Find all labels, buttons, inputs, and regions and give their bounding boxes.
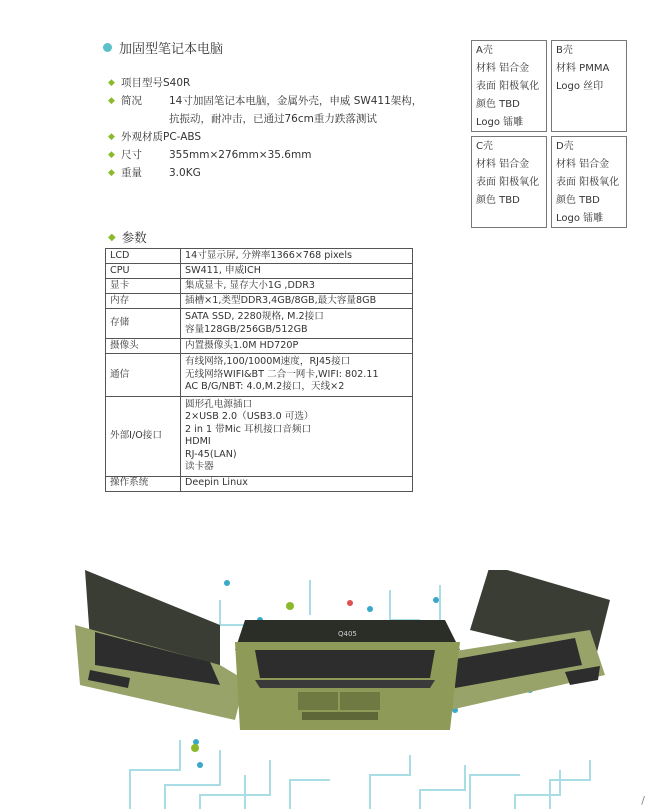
spec-value [181,294,413,309]
diamond-bullet-icon: ◆ [108,96,115,106]
spec-value-line: SATA SSD, 2280规格, M.2接口 [185,311,324,322]
feature-value: S40R [163,77,191,89]
laptop-logo-text: Q405 [338,630,357,638]
feature-list [108,74,422,182]
spec-key: LCD [106,249,181,264]
feature-label: 简况 [121,95,142,107]
spec-key: 内存 [106,294,181,309]
spec-table [105,248,413,492]
spec-key: 摄像头 [106,339,181,354]
feature-value: 3.0KG [169,167,201,179]
diamond-bullet-icon: ◆ [108,150,115,160]
spec-value [181,339,413,354]
params-heading [108,228,147,246]
shell-title: C壳 [476,141,493,152]
feature-label: 重量 [121,167,142,179]
shell-box-c [471,136,547,228]
shell-title: D壳 [556,141,574,152]
spec-value-line: AC B/G/NBT: 4.0,M.2接口，天线×2 [185,381,345,392]
spec-value-line: 有线网络,100/1000M速度，RJ45接口 [185,356,351,367]
feature-item [108,74,422,92]
spec-value [181,249,413,264]
shell-spec-line: 材料 铝合金 [556,159,610,170]
spec-value [181,476,413,491]
feature-label: 项目型号 [121,77,163,89]
shell-spec-line: 颜色 TBD [556,195,600,206]
page-mark: / [641,794,645,807]
spec-key: 通信 [106,354,181,397]
params-heading-text: 参数 [121,230,147,245]
spec-value-line: 内置摄像头1.0M HD720P [185,339,299,351]
feature-value: 14寸加固笔记本电脑，金属外壳，申威 SW411架构， [169,95,423,107]
feature-item [108,146,422,164]
feature-item [108,110,422,128]
page-title-text: 加固型笔记本电脑 [119,42,224,57]
table-row [106,294,413,309]
shell-spec-line: 表面 阳极氧化 [556,177,620,188]
shell-box-b [551,40,627,132]
spec-value [181,354,413,397]
spec-value-line: 插槽×1,类型DDR3,4GB/8GB,最大容量8GB [185,294,377,306]
feature-value: PC-ABS [163,131,202,143]
shell-spec-line: 表面 阳极氧化 [476,81,540,92]
table-row [106,279,413,294]
laptops-illustration [70,570,615,809]
spec-value-line: 读卡器 [185,461,214,472]
spec-value-line: 容量128GB/256GB/512GB [185,323,308,335]
spec-value-line: 圆形孔电源插口 [185,398,253,410]
diamond-bullet-icon: ◆ [108,78,115,88]
spec-value-line: HDMI [185,436,211,447]
shell-spec-line: Logo 丝印 [556,81,604,92]
laptop-left [75,570,245,720]
table-row [106,396,413,476]
feature-value: 抗振动，耐冲击，已通过76cm重力跌落测试 [169,113,377,125]
bullet-dot-icon [103,43,112,52]
spec-value [181,309,413,339]
spec-value-line: 2 in 1 带Mic 耳机接口音频口 [185,423,312,435]
spec-value-line: 14寸显示屏, 分辨率1366×768 pixels [185,249,352,261]
spec-key: CPU [106,264,181,279]
diamond-bullet-icon: ◆ [108,231,116,243]
table-row [106,339,413,354]
shell-box-a [471,40,547,132]
spec-value-line: 2×USB 2.0（USB3.0 可选） [185,411,314,422]
diamond-bullet-icon: ◆ [108,132,115,142]
table-row [106,476,413,491]
laptop-right [430,570,610,710]
diamond-bullet-icon: ◆ [108,168,115,178]
shell-spec-line: 颜色 TBD [476,99,520,110]
feature-label: 尺寸 [121,149,142,161]
spec-value [181,396,413,476]
feature-item [108,92,422,110]
page-title [103,38,223,57]
table-row [106,354,413,397]
spec-value [181,279,413,294]
feature-item [108,128,422,146]
spec-value [181,264,413,279]
shell-spec-line: 材料 铝合金 [476,159,530,170]
shell-spec-line: 材料 PMMA [556,63,610,74]
spec-key: 外部I/O接口 [106,396,181,476]
shell-spec-line: Logo 镭雕 [556,213,604,224]
spec-value-line: 集成显卡, 显存大小1G ,DDR3 [185,279,316,291]
shell-title: A壳 [476,45,493,56]
shell-title: B壳 [556,45,573,56]
table-row [106,309,413,339]
shell-spec-line: 颜色 TBD [476,195,520,206]
spec-key: 存储 [106,309,181,339]
table-row [106,264,413,279]
spec-key: 操作系统 [106,476,181,491]
spec-value-line: Deepin Linux [185,477,248,489]
feature-item [108,164,422,182]
spec-value-line: 无线网络WIFI&BT 二合一网卡,WIFI: 802.11 [185,368,379,380]
shell-spec-line: 材料 铝合金 [476,63,530,74]
feature-label: 外观材质 [121,131,163,143]
spec-value-line: SW411, 申威ICH [185,264,261,276]
feature-value: 355mm×276mm×35.6mm [169,149,312,161]
spec-key: 显卡 [106,279,181,294]
shell-spec-line: Logo 镭雕 [476,117,524,128]
table-row [106,249,413,264]
spec-value-line: RJ-45(LAN) [185,448,237,460]
shell-spec-line: 表面 阳极氧化 [476,177,540,188]
laptop-center [235,620,460,730]
shell-box-d [551,136,627,228]
